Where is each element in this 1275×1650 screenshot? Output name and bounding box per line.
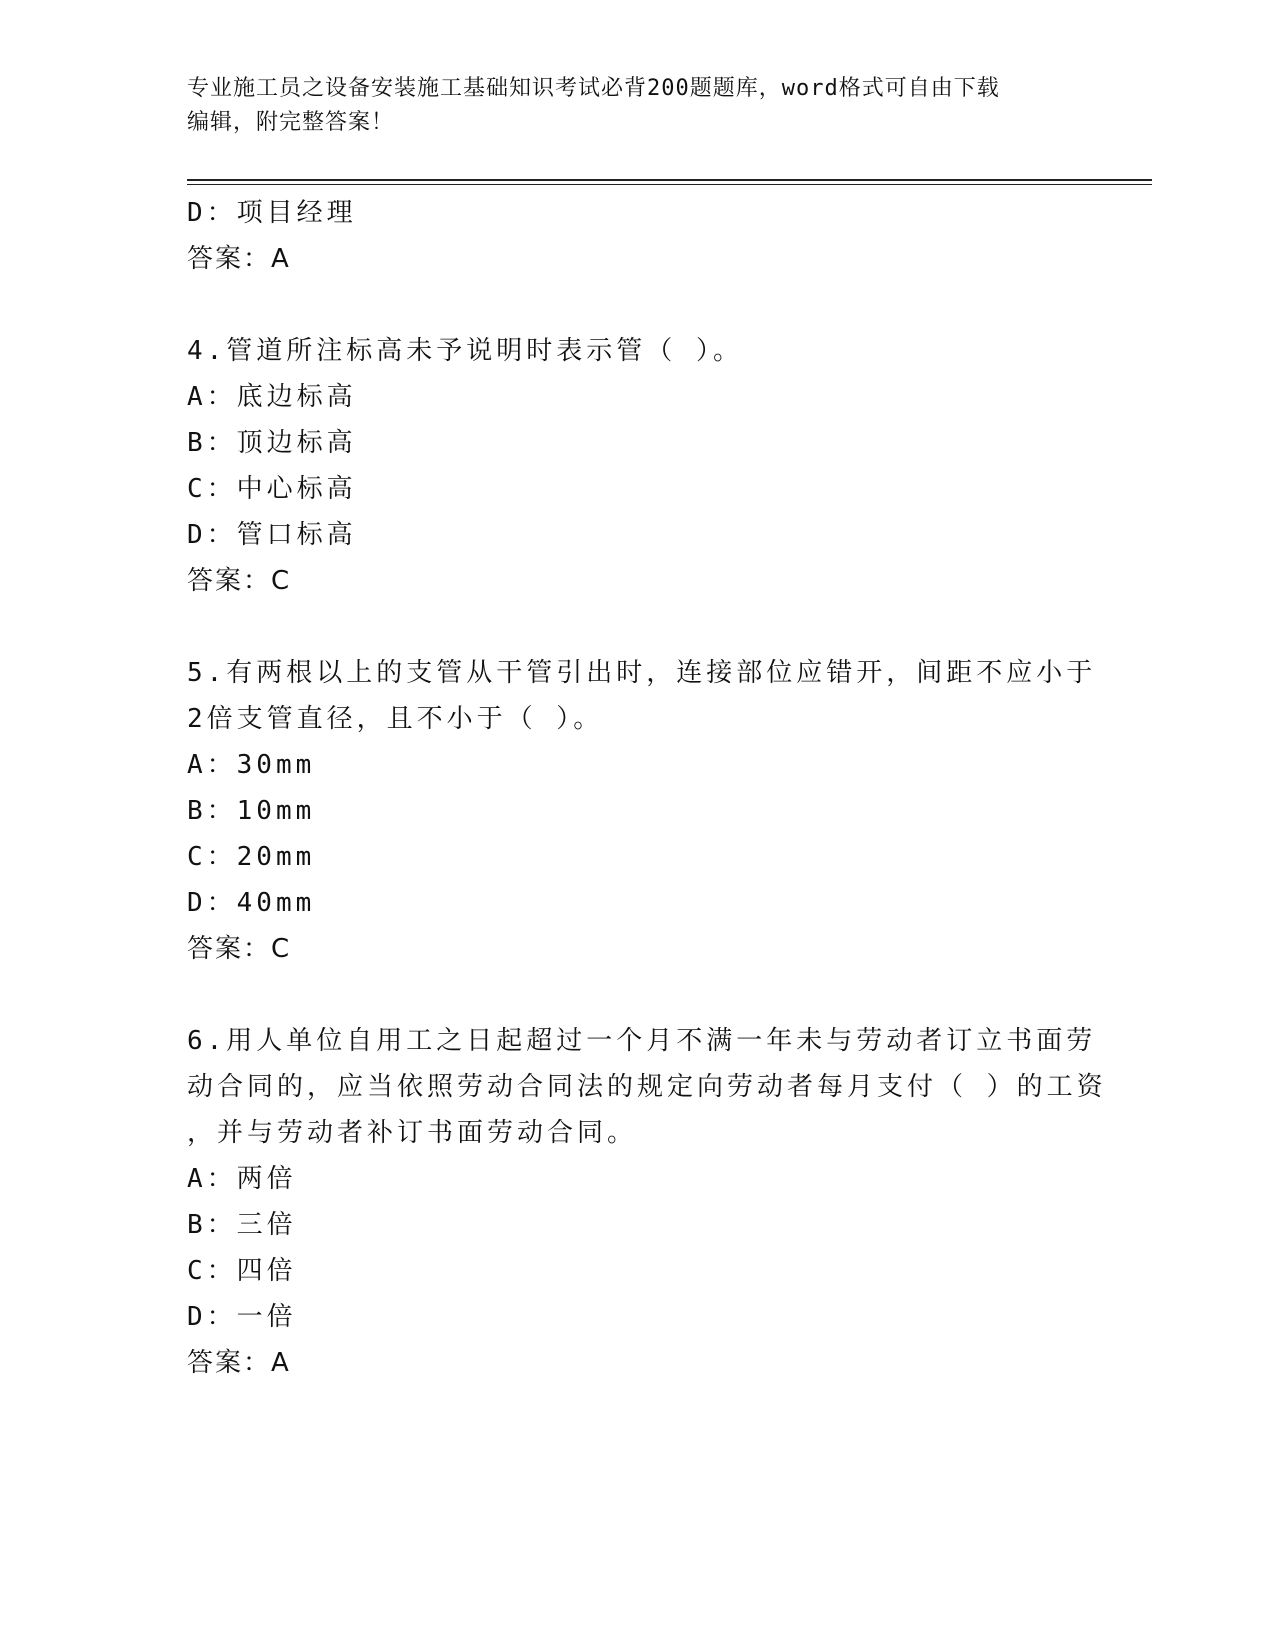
question-block-5 [187,650,1097,972]
question-text: 动合同的，应当依照劳动合同法的规定向劳动者每月支付（ ）的工资 [187,1072,1107,1102]
question-text: 6.用人单位自用工之日起超过一个月不满一年未与劳动者订立书面劳 [187,1026,1097,1056]
question-content [187,190,1107,1386]
header-divider-thick [187,179,1152,181]
question-text: 5.有两根以上的支管从干管引出时，连接部位应错开，间距不应小于 [187,658,1097,688]
answer: 答案：C [187,566,292,596]
option-d: D：一倍 [187,1302,297,1332]
question-block-4 [187,328,1087,604]
answer: 答案：C [187,934,292,964]
option-a: A：底边标高 [187,382,357,412]
question-text: 2倍支管直径，且不小于（ ）。 [187,704,604,734]
spacer [187,972,1087,1018]
option-d: D：管口标高 [187,520,357,550]
option-c: C：四倍 [187,1256,297,1286]
document-header [187,72,1087,140]
option-a: A：两倍 [187,1164,297,1194]
option-c: C：20mm [187,842,316,872]
prev-option-d: D：项目经理 [187,198,357,228]
spacer [187,604,1087,650]
answer: 答案：A [187,1348,291,1378]
question-text: 4.管道所注标高未予说明时表示管（ ）。 [187,336,743,366]
header-line-1: 专业施工员之设备安装施工基础知识考试必背200题题库，word格式可自由下载 [187,76,1000,101]
option-c: C：中心标高 [187,474,357,504]
header-line-2: 编辑，附完整答案！ [187,110,395,135]
option-b: B：顶边标高 [187,428,357,458]
prev-answer: 答案：A [187,244,291,274]
spacer [187,282,1087,328]
option-d: D：40mm [187,888,316,918]
option-b: B：10mm [187,796,316,826]
question-text: ，并与劳动者补订书面劳动合同。 [187,1118,638,1148]
option-a: A：30mm [187,750,316,780]
question-block-6 [187,1018,1107,1386]
option-b: B：三倍 [187,1210,297,1240]
header-divider-thin [187,184,1152,185]
